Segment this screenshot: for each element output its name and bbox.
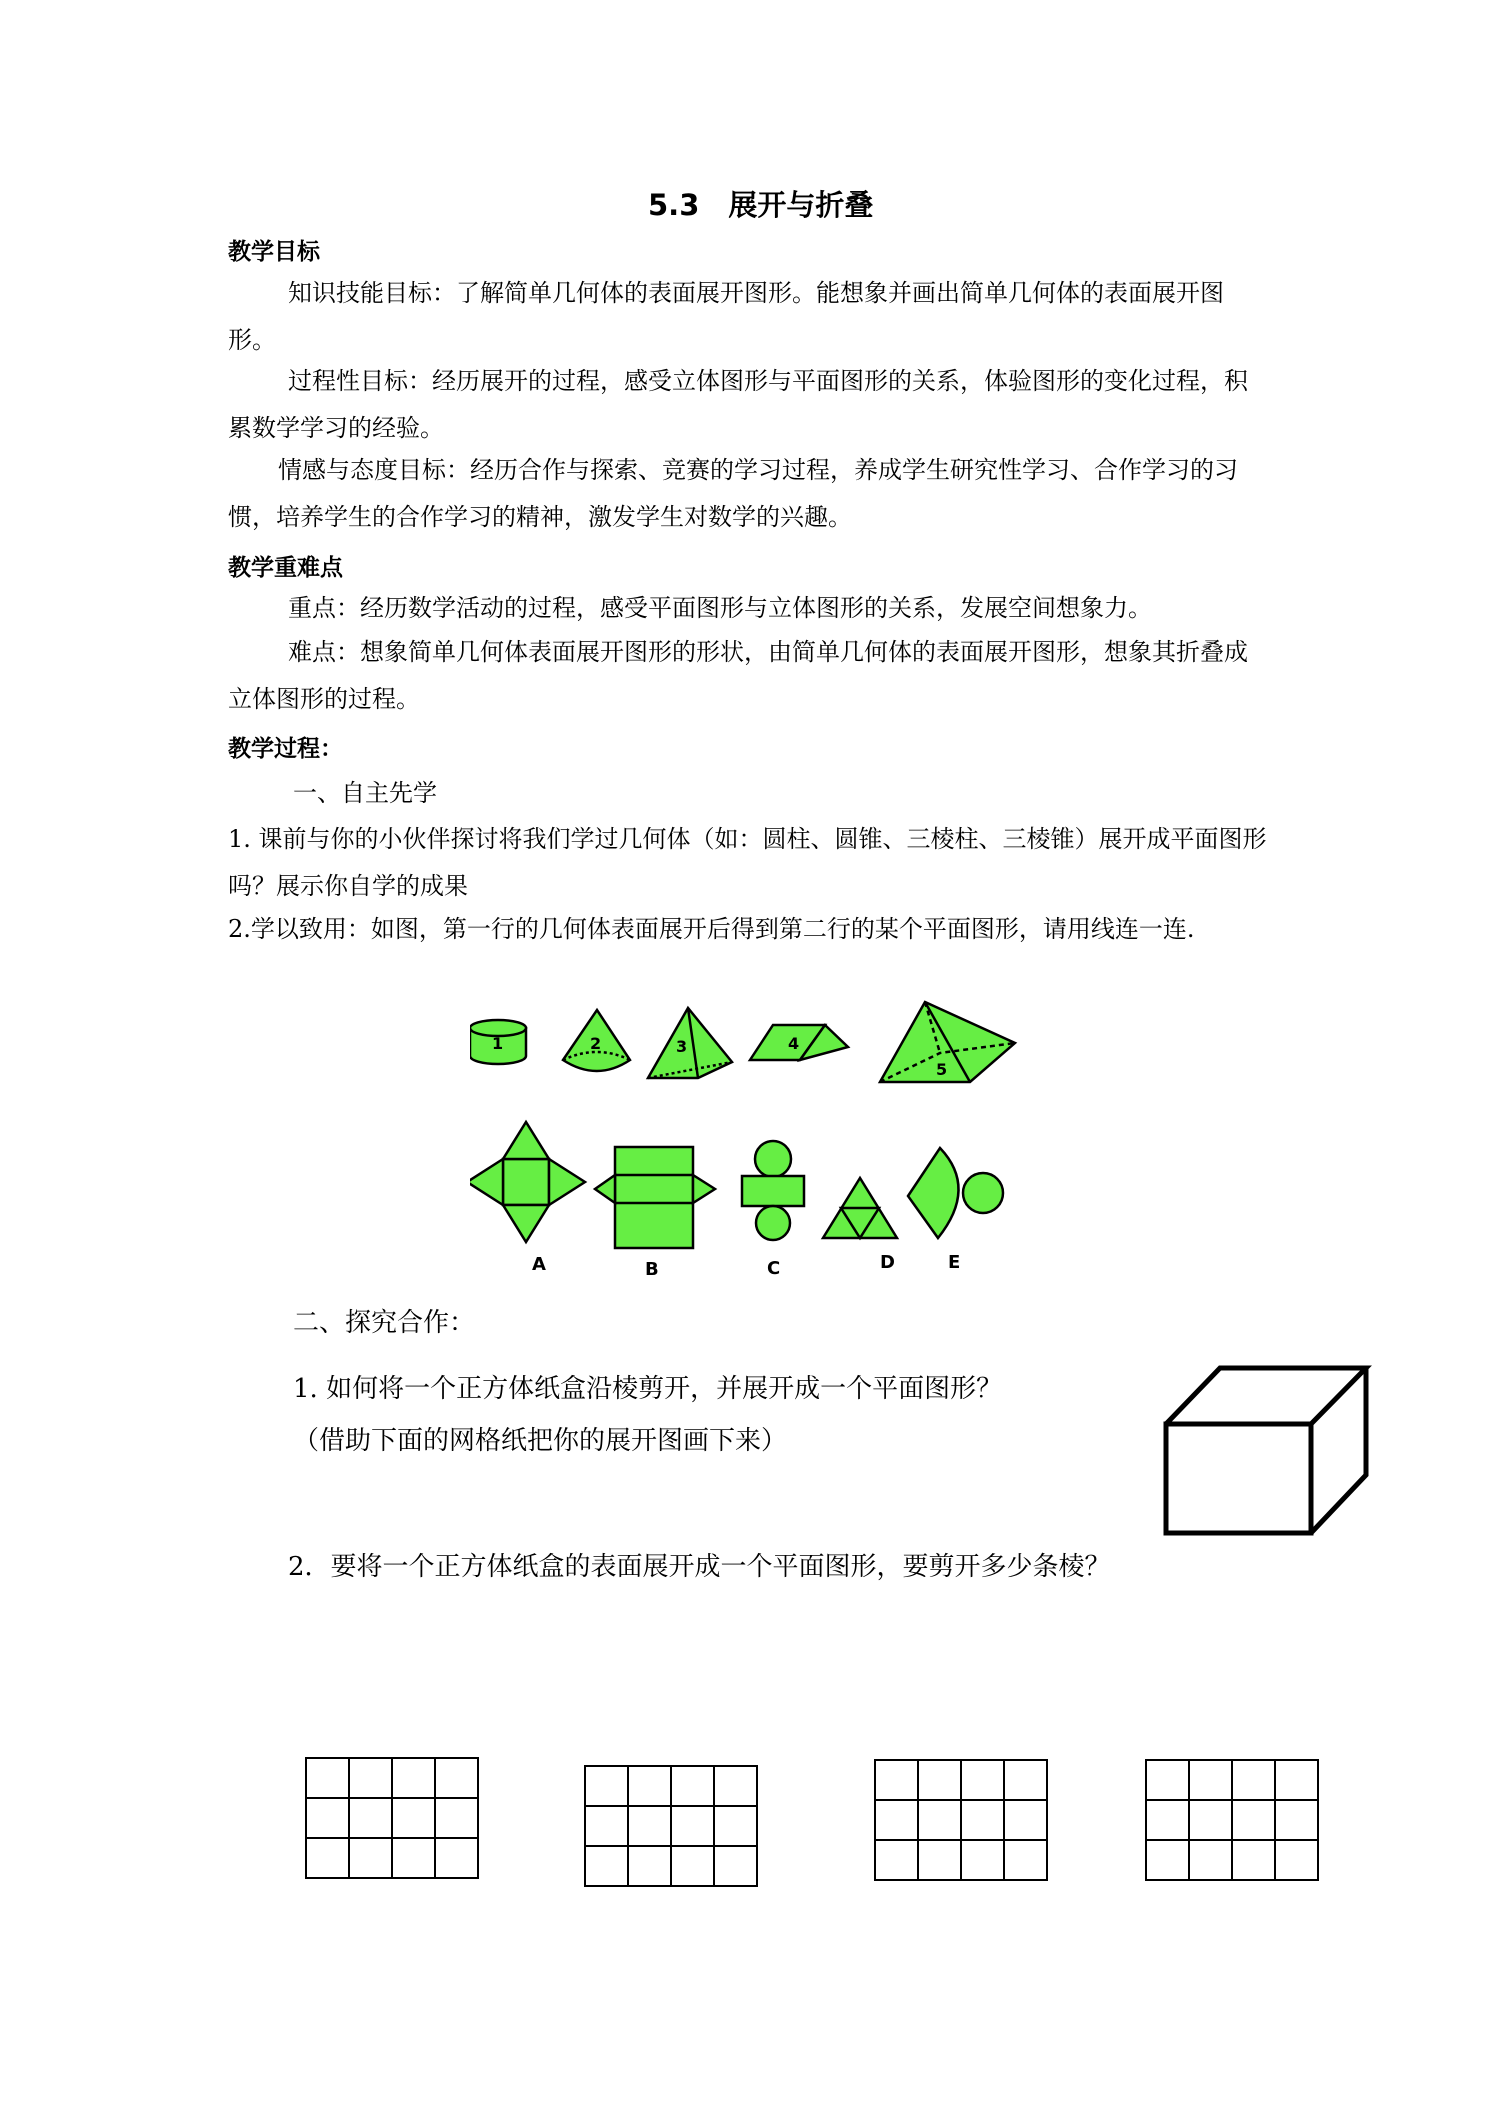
net-label-c: C (767, 1258, 781, 1279)
net-label-b: B (645, 1259, 659, 1280)
net-b (595, 1147, 715, 1248)
cube-figure (1160, 1362, 1375, 1542)
grid-paper-1 (306, 1758, 478, 1878)
part1-title: 一、自主先学 (293, 779, 437, 807)
goals-knowledge: 知识技能目标：了解简单几何体的表面展开图形。能想象并画出简单几何体的表面展开图形。 (228, 279, 1224, 354)
solid-label-1: 1 (492, 1034, 504, 1053)
solid-label-2: 2 (590, 1034, 602, 1053)
question-3-line2: （借助下面的网格纸把你的展开图画下来） (293, 1426, 788, 1456)
solid-label-4: 4 (788, 1034, 800, 1053)
net-a (470, 1122, 585, 1242)
keypoints-focus: 重点：经历数学活动的过程，感受平面图形与立体图形的关系，发展空间想象力。 (288, 594, 1152, 622)
grid-paper-4 (1146, 1760, 1318, 1880)
question-3-line1: 1. 如何将一个正方体纸盒沿棱剪开，并展开成一个平面图形？ (293, 1374, 1003, 1404)
goals-emotion: 情感与态度目标：经历合作与探索、竞赛的学习过程，养成学生研究性学习、合作学习的习惯，培养学生的合作学习的精神，激发学生对数学的兴趣。 (228, 456, 1238, 531)
question-2: 2.学以致用：如图，第一行的几何体表面展开后得到第二行的某个平面图形，请用线连一连. (228, 915, 1195, 943)
grid-paper-3 (875, 1760, 1047, 1880)
net-label-d: D (880, 1252, 895, 1273)
part2-title: 二、探究合作： (293, 1308, 476, 1338)
net-label-e: E (948, 1252, 961, 1273)
grid-paper-2 (585, 1766, 757, 1886)
keypoints-heading: 教学重难点 (228, 555, 343, 581)
question-4: 2．要将一个正方体纸盒的表面展开成一个平面图形，要剪开多少条棱？ (288, 1552, 1111, 1582)
keypoints-difficulty: 难点：想象简单几何体表面展开图形的形状，由简单几何体的表面展开图形，想象其折叠成立体图形的过程。 (228, 638, 1248, 713)
net-label-a: A (532, 1254, 546, 1275)
geometry-figure (470, 990, 1040, 1290)
process-heading: 教学过程： (228, 736, 343, 762)
net-c (742, 1141, 804, 1240)
goals-heading: 教学目标 (228, 239, 320, 265)
grid-papers (300, 1750, 1340, 1900)
net-e (908, 1148, 1003, 1238)
question-1: 1. 课前与你的小伙伴探讨将我们学过几何体（如：圆柱、圆锥、三棱柱、三棱锥）展开成平面图形吗？展示你自学的成果 (228, 825, 1267, 900)
net-d (823, 1178, 897, 1238)
solid-triangular-pyramid (648, 1008, 732, 1078)
solid-label-3: 3 (676, 1037, 688, 1056)
goals-process: 过程性目标：经历展开的过程，感受立体图形与平面图形的关系，体验图形的变化过程，积累数学学习的经验。 (228, 367, 1248, 442)
solid-label-5: 5 (936, 1060, 948, 1079)
solid-pyramid (880, 1002, 1015, 1082)
page-title: 5.3 展开与折叠 (648, 188, 874, 222)
